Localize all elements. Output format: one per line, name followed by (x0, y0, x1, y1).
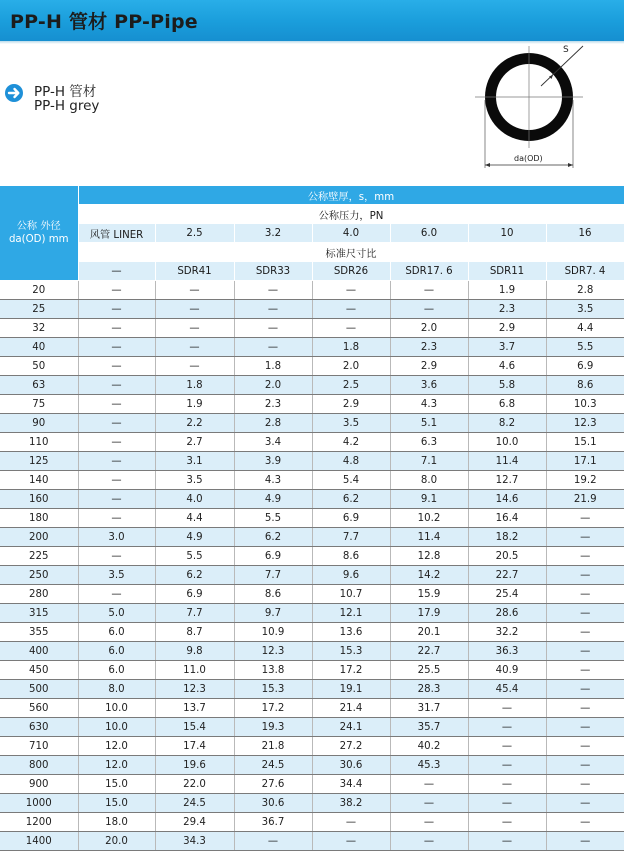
wall-thickness-cell: — (468, 813, 546, 832)
wall-thickness-cell: — (468, 832, 546, 851)
wall-thickness-cell: — (546, 699, 624, 718)
sdr-cell: SDR41 (155, 262, 234, 281)
wall-thickness-cell: 2.8 (234, 414, 312, 433)
wall-thickness-cell: 4.4 (155, 509, 234, 528)
wall-thickness-cell: 16.4 (468, 509, 546, 528)
wall-thickness-cell: 3.1 (155, 452, 234, 471)
table-row (0, 281, 624, 300)
wall-thickness-cell: 3.0 (78, 528, 155, 547)
wall-thickness-cell: 40.9 (468, 661, 546, 680)
wall-thickness-cell: — (312, 300, 390, 319)
wall-thickness-cell: — (312, 813, 390, 832)
wall-thickness-cell: 8.0 (78, 680, 155, 699)
wall-thickness-cell: 21.9 (546, 490, 624, 509)
table-row (0, 832, 624, 851)
wall-thickness-cell: 36.7 (234, 813, 312, 832)
wall-thickness-cell: 12.1 (312, 604, 390, 623)
od-value-cell: 1200 (0, 813, 78, 832)
pipe-spec-table (0, 186, 624, 851)
wall-thickness-cell: 5.1 (390, 414, 468, 433)
table-row (0, 471, 624, 490)
wall-thickness-cell: 17.2 (234, 699, 312, 718)
wall-thickness-cell: — (546, 794, 624, 813)
pn-cell: 2.5 (155, 224, 234, 243)
table-row (0, 775, 624, 794)
wall-thickness-cell: — (546, 756, 624, 775)
wall-thickness-cell: 2.3 (234, 395, 312, 414)
wall-thickness-cell: — (234, 319, 312, 338)
wall-thickness-cell: — (78, 395, 155, 414)
od-value-cell: 125 (0, 452, 78, 471)
table-row (0, 661, 624, 680)
wall-thickness-cell: — (312, 832, 390, 851)
pn-cell: 4.0 (312, 224, 390, 243)
wall-thickness-cell: 27.6 (234, 775, 312, 794)
sdr-cell: SDR17. 6 (390, 262, 468, 281)
wall-thickness-cell: 4.9 (234, 490, 312, 509)
wall-thickness-cell: 5.5 (155, 547, 234, 566)
wall-thickness-cell: 8.7 (155, 623, 234, 642)
wall-thickness-cell: 2.0 (234, 376, 312, 395)
table-row (0, 395, 624, 414)
sdr-cell: — (78, 262, 155, 281)
wall-thickness-cell: 17.2 (312, 661, 390, 680)
wall-thickness-cell: 14.2 (390, 566, 468, 585)
wall-thickness-cell: — (546, 604, 624, 623)
wall-thickness-cell: — (78, 433, 155, 452)
wall-thickness-cell: 15.3 (312, 642, 390, 661)
wall-thickness-cell: 2.2 (155, 414, 234, 433)
wall-thickness-cell: 2.8 (546, 281, 624, 300)
wall-thickness-cell: 10.7 (312, 585, 390, 604)
wall-thickness-cell: 4.6 (468, 357, 546, 376)
wall-thickness-cell: 6.9 (546, 357, 624, 376)
wall-thickness-cell: — (155, 319, 234, 338)
od-value-cell: 110 (0, 433, 78, 452)
wall-thickness-cell: 8.2 (468, 414, 546, 433)
od-column-header: 公称 外径 da(OD) mm (0, 186, 78, 281)
pn-cell: 风管 LINER (78, 224, 155, 243)
wall-thickness-cell: 6.9 (234, 547, 312, 566)
wall-thickness-cell: 6.2 (234, 528, 312, 547)
wall-thickness-cell: — (78, 376, 155, 395)
wall-thickness-cell: — (78, 300, 155, 319)
wall-thickness-cell: 7.7 (234, 566, 312, 585)
wall-thickness-cell: 1.9 (155, 395, 234, 414)
wall-thickness-cell: 5.8 (468, 376, 546, 395)
wall-thickness-cell: — (546, 718, 624, 737)
od-value-cell: 180 (0, 509, 78, 528)
wall-thickness-cell: 35.7 (390, 718, 468, 737)
table-row (0, 357, 624, 376)
table-row (0, 585, 624, 604)
wall-thickness-cell: 12.0 (78, 756, 155, 775)
wall-thickness-cell: — (78, 509, 155, 528)
wall-thickness-cell: — (234, 300, 312, 319)
wall-thickness-cell: 5.5 (546, 338, 624, 357)
table-row (0, 699, 624, 718)
wall-thickness-cell: 7.7 (312, 528, 390, 547)
wall-thickness-cell: — (546, 528, 624, 547)
wall-thickness-cell: 6.2 (155, 566, 234, 585)
wall-thickness-cell: 30.6 (312, 756, 390, 775)
wall-thickness-cell: 3.5 (78, 566, 155, 585)
wall-thickness-cell: — (78, 547, 155, 566)
wall-thickness-cell: 4.9 (155, 528, 234, 547)
wall-thickness-cell: 20.1 (390, 623, 468, 642)
od-value-cell: 900 (0, 775, 78, 794)
wall-thickness-cell: — (390, 300, 468, 319)
wall-thickness-cell: 29.4 (155, 813, 234, 832)
table-row (0, 642, 624, 661)
wall-thickness-label: S (563, 45, 569, 55)
od-value-cell: 225 (0, 547, 78, 566)
od-arrow-right (568, 163, 573, 167)
wall-thickness-cell: 3.5 (155, 471, 234, 490)
od-value-cell: 25 (0, 300, 78, 319)
wall-thickness-cell: 17.4 (155, 737, 234, 756)
wall-thickness-cell: — (546, 623, 624, 642)
od-value-cell: 710 (0, 737, 78, 756)
sdr-header: 标准尺寸比 (78, 243, 624, 262)
wall-thickness-cell: — (312, 319, 390, 338)
wall-thickness-cell: 2.3 (468, 300, 546, 319)
od-value-cell: 1400 (0, 832, 78, 851)
wall-thickness-cell: 17.1 (546, 452, 624, 471)
wall-thickness-cell: 24.5 (234, 756, 312, 775)
wall-thickness-cell: 9.7 (234, 604, 312, 623)
od-value-cell: 63 (0, 376, 78, 395)
wall-thickness-cell: — (78, 490, 155, 509)
wall-thickness-cell: 5.0 (78, 604, 155, 623)
wall-thickness-cell: 10.9 (234, 623, 312, 642)
wall-thickness-cell: 11.0 (155, 661, 234, 680)
wall-thickness-cell: 10.0 (78, 699, 155, 718)
sdr-cell: SDR7. 4 (546, 262, 624, 281)
od-value-cell: 315 (0, 604, 78, 623)
table-row (0, 376, 624, 395)
wall-thickness-cell: 15.3 (234, 680, 312, 699)
od-value-cell: 500 (0, 680, 78, 699)
wall-thickness-cell: 7.7 (155, 604, 234, 623)
wall-thickness-cell: — (78, 585, 155, 604)
pn-cell: 6.0 (390, 224, 468, 243)
wall-thickness-cell: 20.5 (468, 547, 546, 566)
wall-thickness-cell: 12.3 (546, 414, 624, 433)
table-row (0, 718, 624, 737)
wall-thickness-cell: 22.0 (155, 775, 234, 794)
wall-thickness-cell: 24.5 (155, 794, 234, 813)
od-value-cell: 160 (0, 490, 78, 509)
table-row (0, 680, 624, 699)
wall-thickness-cell: — (468, 737, 546, 756)
wall-thickness-cell: — (546, 680, 624, 699)
wall-thickness-cell: — (468, 775, 546, 794)
wall-thickness-cell: 25.4 (468, 585, 546, 604)
wall-thickness-cell: — (390, 794, 468, 813)
wall-thickness-cell: 2.9 (390, 357, 468, 376)
od-value-cell: 800 (0, 756, 78, 775)
table-row (0, 737, 624, 756)
wall-thickness-cell: 9.8 (155, 642, 234, 661)
od-value-cell: 400 (0, 642, 78, 661)
wall-thickness-cell: 3.4 (234, 433, 312, 452)
wall-thickness-cell: — (546, 832, 624, 851)
wall-thickness-cell: 4.8 (312, 452, 390, 471)
subtitle-english: PP-H grey (34, 98, 100, 114)
wall-thickness-cell: 2.9 (312, 395, 390, 414)
od-value-cell: 50 (0, 357, 78, 376)
table-row (0, 509, 624, 528)
wall-thickness-cell: 19.1 (312, 680, 390, 699)
wall-thickness-header: 公称壁厚，s，mm (78, 186, 624, 205)
wall-thickness-cell: 12.3 (155, 680, 234, 699)
wall-thickness-cell: 2.5 (312, 376, 390, 395)
wall-thickness-cell: — (468, 756, 546, 775)
table-row (0, 794, 624, 813)
wall-thickness-cell: — (234, 832, 312, 851)
od-value-cell: 560 (0, 699, 78, 718)
wall-thickness-cell: 22.7 (468, 566, 546, 585)
wall-thickness-cell: 9.1 (390, 490, 468, 509)
wall-thickness-cell: — (390, 281, 468, 300)
od-value-cell: 20 (0, 281, 78, 300)
wall-thickness-cell: 11.4 (468, 452, 546, 471)
wall-thickness-cell: — (546, 775, 624, 794)
wall-thickness-cell: 15.0 (78, 775, 155, 794)
table-row (0, 604, 624, 623)
wall-thickness-cell: 2.7 (155, 433, 234, 452)
wall-thickness-cell: 10.2 (390, 509, 468, 528)
subtitle-chinese: PP-H 管材 (34, 84, 97, 100)
wall-thickness-cell: 9.6 (312, 566, 390, 585)
wall-thickness-cell: — (312, 281, 390, 300)
wall-thickness-cell: 12.0 (78, 737, 155, 756)
table-row (0, 490, 624, 509)
circle-arrow-right-icon (5, 84, 23, 102)
wall-thickness-cell: 4.4 (546, 319, 624, 338)
wall-thickness-cell: 36.3 (468, 642, 546, 661)
wall-thickness-cell: 6.8 (468, 395, 546, 414)
wall-thickness-cell: — (546, 547, 624, 566)
wall-thickness-cell: 8.0 (390, 471, 468, 490)
wall-thickness-cell: — (546, 566, 624, 585)
wall-thickness-cell: 3.9 (234, 452, 312, 471)
wall-thickness-cell: 1.8 (155, 376, 234, 395)
table-row (0, 566, 624, 585)
wall-thickness-cell: 21.8 (234, 737, 312, 756)
pn-cell: 16 (546, 224, 624, 243)
pn-cell: 10 (468, 224, 546, 243)
wall-thickness-cell: 2.0 (390, 319, 468, 338)
table-row (0, 813, 624, 832)
pn-cell: 3.2 (234, 224, 312, 243)
od-value-cell: 75 (0, 395, 78, 414)
wall-thickness-cell: 8.6 (234, 585, 312, 604)
wall-thickness-cell: 10.3 (546, 395, 624, 414)
wall-thickness-cell: — (546, 737, 624, 756)
wall-thickness-cell: — (468, 699, 546, 718)
wall-thickness-cell: — (78, 338, 155, 357)
wall-thickness-cell: 3.6 (390, 376, 468, 395)
wall-thickness-cell: 10.0 (468, 433, 546, 452)
wall-thickness-cell: 4.3 (234, 471, 312, 490)
table-row (0, 452, 624, 471)
wall-thickness-cell: 15.0 (78, 794, 155, 813)
wall-thickness-cell: 10.0 (78, 718, 155, 737)
wall-thickness-cell: — (78, 414, 155, 433)
od-value-cell: 280 (0, 585, 78, 604)
wall-thickness-cell: — (78, 452, 155, 471)
wall-thickness-cell: 4.2 (312, 433, 390, 452)
od-value-cell: 40 (0, 338, 78, 357)
wall-thickness-cell: — (390, 832, 468, 851)
wall-thickness-cell: — (78, 281, 155, 300)
wall-thickness-cell: 12.8 (390, 547, 468, 566)
table-row (0, 528, 624, 547)
wall-thickness-cell: 40.2 (390, 737, 468, 756)
wall-thickness-cell: 34.3 (155, 832, 234, 851)
wall-thickness-cell: 12.3 (234, 642, 312, 661)
table-row (0, 547, 624, 566)
wall-thickness-cell: 22.7 (390, 642, 468, 661)
wall-thickness-cell: 13.7 (155, 699, 234, 718)
wall-thickness-cell: — (155, 281, 234, 300)
wall-thickness-cell: — (234, 338, 312, 357)
wall-thickness-cell: 30.6 (234, 794, 312, 813)
wall-thickness-cell: 18.0 (78, 813, 155, 832)
wall-thickness-cell: 38.2 (312, 794, 390, 813)
wall-thickness-cell: 4.0 (155, 490, 234, 509)
wall-thickness-cell: 32.2 (468, 623, 546, 642)
wall-thickness-cell: 13.8 (234, 661, 312, 680)
wall-thickness-cell: 8.6 (312, 547, 390, 566)
wall-thickness-cell: 28.6 (468, 604, 546, 623)
wall-thickness-cell: 19.2 (546, 471, 624, 490)
table-row (0, 338, 624, 357)
wall-thickness-cell: 1.8 (234, 357, 312, 376)
wall-thickness-cell: — (78, 357, 155, 376)
wall-thickness-cell: 5.4 (312, 471, 390, 490)
sdr-cell: SDR11 (468, 262, 546, 281)
wall-thickness-cell: — (546, 585, 624, 604)
wall-thickness-cell: — (468, 718, 546, 737)
wall-thickness-cell: 19.3 (234, 718, 312, 737)
pipe-cross-section-diagram (465, 40, 595, 172)
wall-thickness-cell: 1.8 (312, 338, 390, 357)
wall-thickness-cell: 1.9 (468, 281, 546, 300)
wall-thickness-cell: 17.9 (390, 604, 468, 623)
wall-thickness-cell: 14.6 (468, 490, 546, 509)
wall-thickness-cell: 15.1 (546, 433, 624, 452)
wall-thickness-cell: 6.3 (390, 433, 468, 452)
wall-thickness-cell: 7.1 (390, 452, 468, 471)
wall-thickness-cell: 3.5 (312, 414, 390, 433)
wall-thickness-cell: 6.0 (78, 661, 155, 680)
wall-thickness-cell: 3.7 (468, 338, 546, 357)
od-label: da(OD) (514, 154, 543, 163)
wall-thickness-cell: 27.2 (312, 737, 390, 756)
wall-thickness-cell: 6.2 (312, 490, 390, 509)
wall-thickness-cell: 4.3 (390, 395, 468, 414)
wall-thickness-cell: 3.5 (546, 300, 624, 319)
wall-thickness-cell: 13.6 (312, 623, 390, 642)
wall-thickness-cell: — (546, 642, 624, 661)
wall-thickness-cell: 45.4 (468, 680, 546, 699)
table-row (0, 300, 624, 319)
od-value-cell: 90 (0, 414, 78, 433)
wall-thickness-cell: — (155, 357, 234, 376)
wall-thickness-cell: 19.6 (155, 756, 234, 775)
wall-thickness-cell: 6.9 (312, 509, 390, 528)
wall-thickness-cell: 24.1 (312, 718, 390, 737)
wall-thickness-cell: — (546, 509, 624, 528)
wall-thickness-cell: — (390, 813, 468, 832)
wall-thickness-cell: — (155, 300, 234, 319)
wall-thickness-cell: 28.3 (390, 680, 468, 699)
table-row (0, 623, 624, 642)
od-value-cell: 355 (0, 623, 78, 642)
od-value-cell: 140 (0, 471, 78, 490)
wall-thickness-cell: 31.7 (390, 699, 468, 718)
wall-thickness-cell: — (390, 775, 468, 794)
wall-thickness-cell: 21.4 (312, 699, 390, 718)
sdr-cell: SDR33 (234, 262, 312, 281)
od-value-cell: 200 (0, 528, 78, 547)
pressure-header: 公称压力，PN (78, 205, 624, 224)
wall-thickness-cell: 2.3 (390, 338, 468, 357)
sdr-cell: SDR26 (312, 262, 390, 281)
table-row (0, 433, 624, 452)
wall-thickness-cell: — (546, 813, 624, 832)
page-title: PP-H 管材 PP-Pipe (10, 11, 198, 33)
wall-thickness-cell: 5.5 (234, 509, 312, 528)
od-value-cell: 1000 (0, 794, 78, 813)
od-value-cell: 32 (0, 319, 78, 338)
wall-thickness-cell: 6.9 (155, 585, 234, 604)
table-row (0, 756, 624, 775)
wall-thickness-cell: 2.0 (312, 357, 390, 376)
od-value-cell: 250 (0, 566, 78, 585)
wall-thickness-cell: 15.4 (155, 718, 234, 737)
wall-thickness-cell: — (78, 319, 155, 338)
wall-thickness-cell: 18.2 (468, 528, 546, 547)
wall-thickness-cell: — (155, 338, 234, 357)
pipe-table-body (0, 281, 624, 851)
wall-thickness-cell: 45.3 (390, 756, 468, 775)
wall-thickness-cell: 12.7 (468, 471, 546, 490)
wall-thickness-cell: 6.0 (78, 623, 155, 642)
wall-thickness-cell: 8.6 (546, 376, 624, 395)
wall-thickness-cell: 20.0 (78, 832, 155, 851)
wall-thickness-cell: — (234, 281, 312, 300)
od-arrow-left (485, 163, 490, 167)
wall-thickness-cell: 15.9 (390, 585, 468, 604)
wall-thickness-cell: 34.4 (312, 775, 390, 794)
wall-thickness-cell: — (546, 661, 624, 680)
od-value-cell: 450 (0, 661, 78, 680)
wall-thickness-cell: — (78, 471, 155, 490)
wall-thickness-cell: 2.9 (468, 319, 546, 338)
table-row (0, 414, 624, 433)
wall-thickness-cell: 25.5 (390, 661, 468, 680)
table-row (0, 319, 624, 338)
wall-thickness-cell: — (468, 794, 546, 813)
od-value-cell: 630 (0, 718, 78, 737)
wall-thickness-cell: 6.0 (78, 642, 155, 661)
wall-thickness-cell: 11.4 (390, 528, 468, 547)
